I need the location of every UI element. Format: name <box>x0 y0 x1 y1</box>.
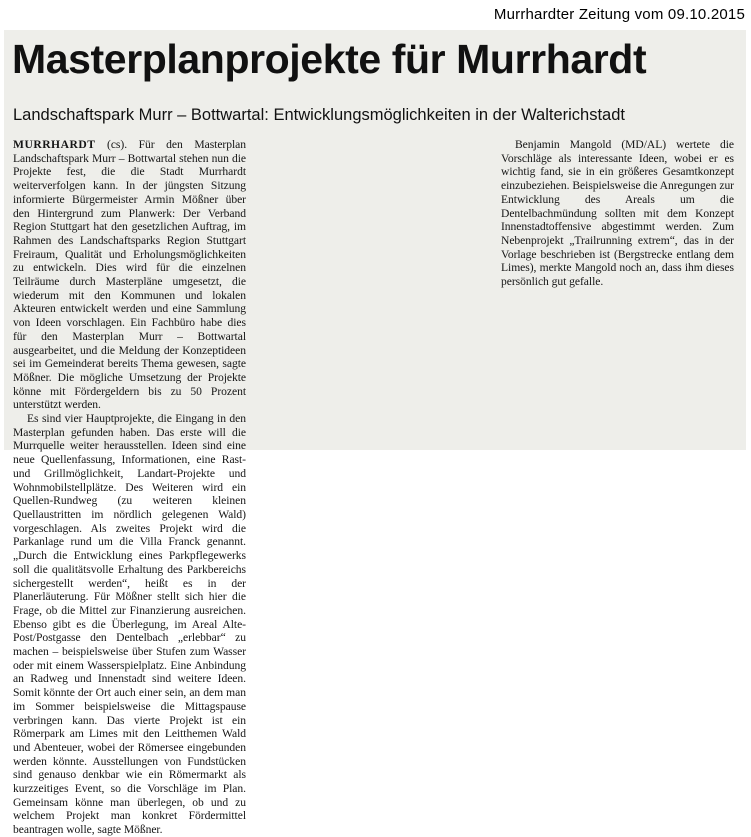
article-paragraph-2: Es sind vier Hauptprojekte, die Eingang in den Masterplan gefunden haben. Das erste will die Murrquelle weiter herausstellen. Ideen sind eine neue Quellenfassung, Informationen, eine Rast- und Grillmöglichkeit, Landart-Projekte und Wohnmobilstellplätze. Des Weiteren wird ein Quellen-Rundweg (zu weiteren kleinen Quellaustritten im nördlich gelegenen Wald) vorgeschlagen. Als zweites Projekt wird die Parkanlage rund um die Villa Franck genannt. „Durch die Entwicklung eines Parkpflegewerks soll die qualitätsvolle Erhaltung des Parkbereichs sichergestellt werden“, heißt es in der Planerläuterung. Für Mößner stellt sich hier die Frage, ob die Mittel zur Finanzierung ausreichen. Ebenso gibt es die Überlegung, im Areal Alte-Post/Postgasse den Dentelbach „erlebbar“ zu machen – beispielsweise über Stufen zum Wasser oder mit einem Wasserspielplatz. Eine Anbindung an Radweg und Innenstadt sind weitere Ideen. Somit könnte der Ort auch einer sein, an dem man im Sommer beispielsweise die Mittagspause verbringen kann. Das vierte Projekt ist ein Römerpark am Limes mit den Leitthemen Wald und Abenteuer, wobei der Römersee eingebunden werden könnte. Ausstellungen von Fundstücken sind genauso denkbar wie ein Römermarkt als kurzzeitiges Event, so die Vorschläge im Plan. Gemeinsam könne man überlegen, ob und zu welchem Projekt man konkret Fördermittel beantragen wolle, sagte Mößner. <box>13 412 246 837</box>
article-paragraph-3: Benjamin Mangold (MD/AL) wertete die Vorschläge als interessante Ideen, wobei er es wichtig fand, sie in ein größeres Gesamtkonzept einzubeziehen. Beispielsweise die Anregungen zur Entwicklung des Areals um die Dentelbachmündung sollten mit dem Konzept Innenstadtoffensive abgestimmt werden. Zum Nebenprojekt „Trailrunning extrem“, das in der Vorlage beschrieben ist (Bergstrecke entlang dem Limes), merkte Mangold noch an, dass ihm dieses persönlich gut gefalle. <box>501 138 734 289</box>
paragraph-1-text: (cs). Für den Masterplan Landschaftspark Murr – Bottwartal stehen nun die Projekte fest, die die Stadt Murrhardt weiterverfolgen kann. In der jüngsten Sitzung informierte Bürgermeister Armin Mößner über den Hintergrund zum Planwerk: Der Verband Region Stuttgart hat den gesetzlichen Auftrag, im Rahmen des Landschaftsparks Region Stuttgart Freiraum, Qualität und Erholungsmöglichkeiten zu entwickeln. Dies wird für die einzelnen Teilräume durch Masterpläne umgesetzt, die wiederum mit den Kommunen und lokalen Akteuren entwickelt werden und eine Sammlung von Ideen vorschlagen. Ein Fachbüro habe dies für den Masterplan Murr – Bottwartal ausgearbeitet, und die Meldung der Konzeptideen sei im Gemeinderat bereits Thema gewesen, sagte Mößner. Die mögliche Umsetzung der Projekte könne mit Fördergeldern bis zu 50 Prozent unterstützt werden. <box>13 138 246 412</box>
source-caption: Murrhardter Zeitung vom 09.10.2015 <box>493 6 745 23</box>
article-column-1 <box>13 138 246 837</box>
article-dateline: MURRHARDT <box>13 138 96 151</box>
newspaper-clipping <box>4 30 746 837</box>
article-headline: Masterplanprojekte für Murrhardt <box>12 36 647 82</box>
article-subheadline: Landschaftspark Murr – Bottwartal: Entwicklungsmöglichkeiten in der Walterichstadt <box>13 106 625 124</box>
article-column-3 <box>501 138 734 289</box>
article-paragraph-1 <box>13 138 246 412</box>
